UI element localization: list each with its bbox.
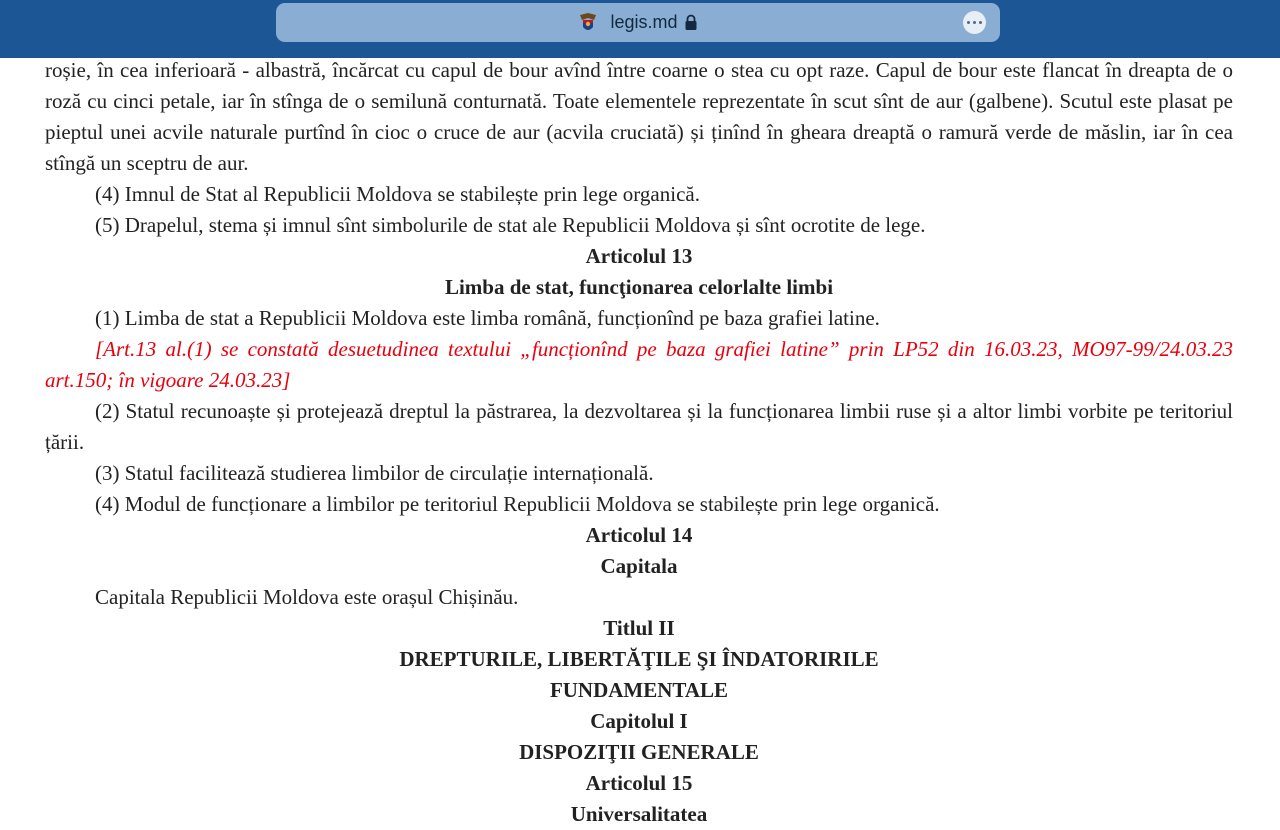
article14-title: Capitala (600, 554, 678, 578)
article13-amendment-note: [Art.13 al.(1) se constată desuetudinea textului „funcționînd pe baza grafiei latine” prin LP52 din 16.03.23, MO97-99/24.03.23 art.150; în vigoare 24.03.23] (45, 337, 1233, 392)
article13-para4: (4) Modul de funcționare a limbilor pe teritoriul Republicii Moldova se stabilește prin lege organică. (95, 492, 940, 516)
title2-name-line2: FUNDAMENTALE (549, 678, 729, 702)
chapter1-title: DISPOZIŢII GENERALE (519, 740, 759, 764)
article13-title: Limba de stat, funcţionarea celorlalte limbi (444, 275, 834, 299)
title2-name-line1: DREPTURILE, LIBERTĂŢILE ŞI ÎNDATORIRILE (399, 647, 879, 671)
article13-heading: Articolul 13 (585, 244, 693, 268)
law-document (45, 55, 1233, 830)
browser-top-bar (0, 0, 1280, 58)
url-text: legis.md (610, 12, 678, 32)
article13-para1: (1) Limba de stat a Republicii Moldova este limba română, funcționînd pe baza grafiei latine. (95, 306, 880, 330)
article15-title: Universalitatea (570, 802, 708, 826)
address-bar[interactable] (276, 3, 1000, 42)
article14-text: Capitala Republicii Moldova este orașul Chișinău. (95, 585, 519, 609)
article14-heading: Articolul 14 (585, 523, 693, 547)
article13-para3: (3) Statul facilitează studierea limbilor de circulație internațională. (95, 461, 654, 485)
more-options-button[interactable] (963, 11, 986, 34)
article13-para2: (2) Statul recunoaște și protejează dreptul la păstrarea, la dezvoltarea și la funcționarea limbii ruse și a altor limbi vorbite pe teritoriul țării. (45, 399, 1233, 454)
chapter1-heading: Capitolul I (590, 709, 688, 733)
article15-heading: Articolul 15 (585, 771, 693, 795)
moldova-coat-of-arms-icon (578, 12, 598, 34)
title2-heading: Titlul II (603, 616, 675, 640)
more-options-icon (967, 21, 970, 24)
article12-para4: (4) Imnul de Stat al Republicii Moldova se stabilește prin lege organică. (95, 182, 700, 206)
lock-icon (684, 14, 698, 31)
article12-continuation: roșie, în cea inferioară - albastră, încărcat cu capul de bour avînd între coarne o stea cu opt raze. Capul de bour este flancat în dreapta de o roză cu cinci petale, iar în stînga de o semilună conturnată. Toate elementele reprezentate în scut sînt de aur (galbene). Scutul este plasat pe pieptul unei acvile naturale purtînd în cioc o cruce de aur (acvila cruciată) și ținînd în gheara dreaptă o ramură verde de măslin, iar în cea stîngă un sceptru de aur. (45, 58, 1233, 175)
article12-para5: (5) Drapelul, stema și imnul sînt simbolurile de stat ale Republicii Moldova și sînt ocrotite de lege. (95, 213, 926, 237)
address-bar-content (276, 3, 1000, 42)
